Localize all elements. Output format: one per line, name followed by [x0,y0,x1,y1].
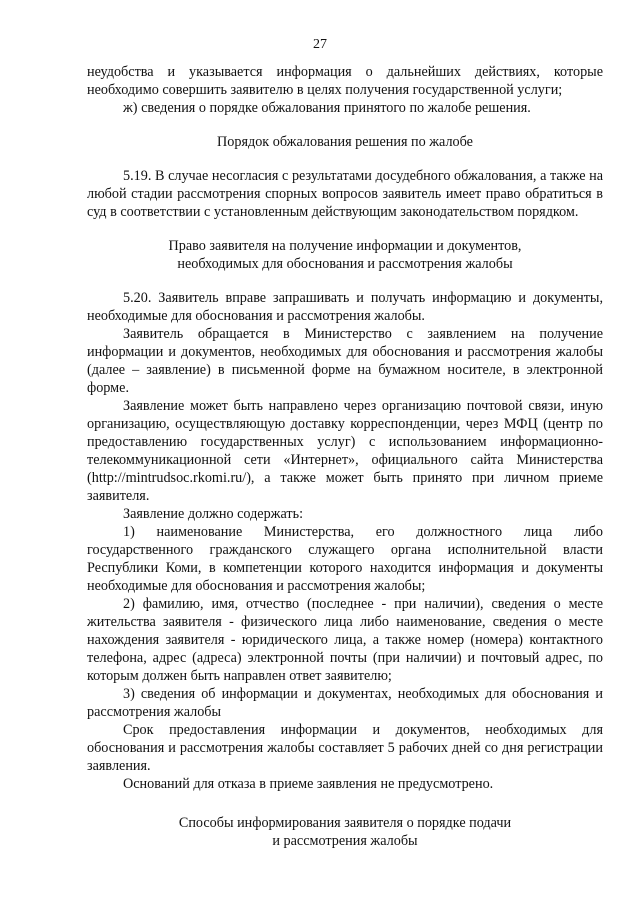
heading-appeal-procedure: Порядок обжалования решения по жалобе [217,134,473,150]
paragraph-item-3: 3) сведения об информации и документах, необходимых для обоснования и рассмотрения жалобы [87,686,603,720]
paragraph-application-channels: Заявление может быть направлено через организацию почтовой связи, иную организацию, осуществляющую доставку корреспонденции, через МФЦ (центр по предоставлению государственных услуг) с использованием информационно-телекоммуникационной сети «Интернет», официального сайта Министерства (http://mintrudsoc.rkomi.ru/), а также может быть принято при личном приеме заявителя. [87,398,603,504]
paragraph-5-20: 5.20. Заявитель вправе запрашивать и получать информацию и документы, необходимые для обоснования и рассмотрения жалобы. [87,290,603,324]
paragraph-no-refusal: Оснований для отказа в приеме заявления не предусмотрено. [123,776,494,792]
heading-informing-methods [87,814,603,850]
paragraph-deadline: Срок предоставления информации и документов, необходимых для обоснования и рассмотрения жалобы составляет 5 рабочих дней со дня регистрации заявления. [87,722,603,774]
heading-line: и рассмотрения жалобы [272,833,418,849]
paragraph-continued: неудобства и указывается информация о дальнейших действиях, которые необходимо совершить заявителю в целях получения государственной услуги; [87,64,603,98]
paragraph-item-1: 1) наименование Министерства, его должностного лица либо государственного гражданского служащего органа исполнительной власти Республики Коми, в компетенции которого находится информация и документы необходимые для обоснования и рассмотрения жалобы; [87,524,603,594]
paragraph-application-submission: Заявитель обращается в Министерство с заявлением на получение информации и документов, необходимых для обоснования и рассмотрения жалобы (далее – заявление) в письменной форме на бумажном носителе, в электронной форме. [87,326,603,396]
page-number: 27 [313,37,327,52]
paragraph-item-zh: ж) сведения о порядке обжалования принятого по жалобе решения. [123,100,531,116]
document-body [87,63,603,850]
heading-line: необходимых для обоснования и рассмотрения жалобы [177,256,513,272]
paragraph-application-contents: Заявление должно содержать: [123,506,304,522]
paragraph-item-2: 2) фамилию, имя, отчество (последнее - при наличии), сведения о месте жительства заявителя - физического лица либо наименование, сведения о месте нахождения заявителя - юридического лица, а также номер (номера) контактного телефона, адрес (адреса) электронной почты (при наличии) и почтовый адрес, по которым должен быть направлен ответ заявителю; [87,596,603,684]
paragraph-5-19: 5.19. В случае несогласия с результатами досудебного обжалования, а также на любой стадии рассмотрения спорных вопросов заявитель имеет право обратиться в суд в соответствии с установленным действующим законодательством порядком. [87,168,603,220]
heading-line: Способы информирования заявителя о порядке подачи [178,815,512,831]
heading-right-to-information [87,237,603,273]
heading-line: Право заявителя на получение информации и документов, [168,238,522,254]
